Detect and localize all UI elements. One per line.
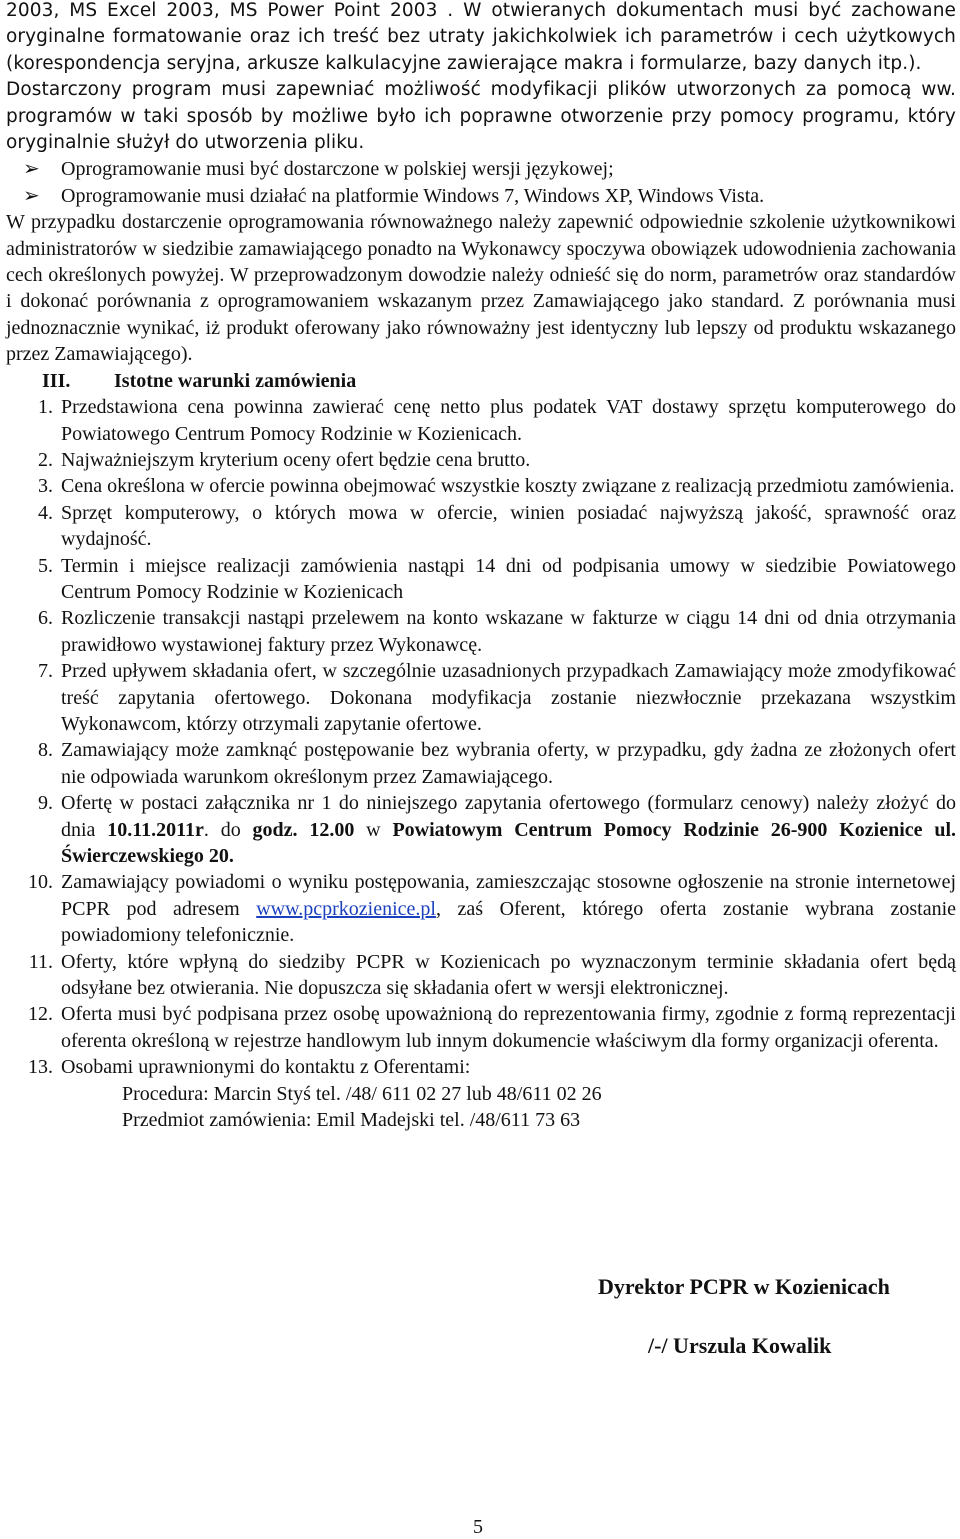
item-number: 5.	[38, 554, 53, 577]
requirements-list	[6, 156, 956, 209]
item-number: 1.	[38, 396, 53, 419]
list-item	[6, 473, 956, 499]
list-item	[6, 1054, 956, 1080]
submission-address: Powiatowym Centrum Pomocy Rodzinie 26-900 Kozienice ul. Świerczewskiego 20.	[61, 818, 957, 867]
list-item	[6, 447, 956, 473]
item-text: w	[354, 818, 393, 841]
page-number: 5	[473, 1516, 483, 1538]
contact-subject: Przedmiot zamówienia: Emil Madejski tel. /48/611 73 63	[122, 1109, 581, 1132]
item-text: Osobami uprawnionymi do kontaktu z Oferentami:	[61, 1056, 471, 1079]
list-item	[6, 949, 956, 1002]
item-number: 6.	[38, 607, 53, 630]
item-number: 10.	[28, 871, 53, 894]
item-text: Oferty, które wpłyną do siedziby PCPR w Kozienicach po wyznaczonym terminie składania ofert będą odsyłane bez otwierania. Nie dopuszcza się składania ofert w wersji elektronicznej.	[61, 950, 956, 1000]
item-text: Zamawiający może zamknąć postępowanie bez wybrania oferty, w przypadku, gdy żadna ze złożonych ofert nie odpowiada warunkom określonym przez Zamawiającego.	[61, 739, 956, 788]
item-number: 9.	[38, 792, 53, 815]
list-item-text: Oprogramowanie musi działać na platformie Windows 7, Windows XP, Windows Vista.	[61, 184, 765, 207]
list-item	[6, 500, 956, 553]
item-text: Najważniejszym kryterium oceny ofert będzie cena brutto.	[61, 448, 531, 471]
list-item	[6, 869, 956, 948]
list-item	[6, 183, 956, 209]
list-item	[6, 1001, 956, 1054]
conditions-list	[6, 394, 956, 1081]
document-page	[6, 0, 956, 1133]
deadline-time: godz. 12.00	[252, 818, 355, 841]
equivalent-software-paragraph: W przypadku dostarczenie oprogramowania równoważnego należy zapewnić odpowiednie szkolenie użytkownikowi administratorów w siedzibie zamawiającego ponadto na Wykonawcy spoczywa obowiązek udowodnienia zachowania cech określonych powyżej. W przeprowadzonym dowodzie należy odnieść się do norm, parametrów oraz standardów i dokonać porównania z oprogramowaniem wskazanym przez Zamawiającego jako standard. Z porównania musi jednoznacznie wynikać, iż produkt oferowany jako równoważny jest identyczny lub lepszy od produktu wskazanego przez Zamawiającego).	[6, 211, 956, 366]
signature-name: /-/ Urszula Kowalik	[648, 1333, 832, 1358]
list-item	[6, 605, 956, 658]
item-text: Rozliczenie transakcji nastąpi przelewem na konto wskazane w fakturze w ciągu 14 dni od dnia otrzymania prawidłowo wystawionej faktury przez Wykonawcę.	[61, 607, 956, 656]
list-item	[6, 553, 956, 606]
list-item-text: Oprogramowanie musi być dostarczone w polskiej wersji językowej;	[61, 158, 614, 181]
section-title: Istotne warunki zamówienia	[114, 369, 357, 392]
item-number: 12.	[28, 1003, 53, 1026]
arrow-bullet-icon: ➢	[23, 158, 40, 181]
item-number: 4.	[38, 501, 53, 524]
item-text: Przed upływem składania ofert, w szczególnie uzasadnionych przypadkach Zamawiający może zmodyfikować treść zapytania ofertowego. Dokonana modyfikacja zostanie niezwłocznie przekazana wszystkim Wykonawcom, którzy otrzymali zapytanie ofertowe.	[61, 660, 956, 735]
section-heading	[6, 368, 956, 394]
deadline-date: 10.11.2011r	[107, 818, 204, 841]
item-text: , zaś Oferent, którego oferta zostanie wybrana zostanie powiadomiony telefonicznie.	[61, 897, 957, 947]
item-text: . do	[203, 818, 253, 841]
item-text: Zamawiający powiadomi o wyniku postępowania, zamieszczając stosowne ogłoszenie na stronie internetowej PCPR pod adresem	[61, 871, 956, 920]
item-text: Sprzęt komputerowy, o których mowa w ofercie, winien posiadać najwyższą jakość, sprawność oraz wydajność.	[61, 501, 956, 551]
signature-title: Dyrektor PCPR w Kozienicach	[598, 1274, 890, 1299]
list-item	[6, 394, 956, 447]
item-text: Przedstawiona cena powinna zawierać cenę netto plus podatek VAT dostawy sprzętu komputerowego do Powiatowego Centrum Pomocy Rodzinie w Kozienicach.	[61, 396, 956, 445]
item-text: Cena określona w ofercie powinna obejmować wszystkie koszty związane z realizacją przedmiotu zamówienia.	[61, 475, 955, 498]
arrow-bullet-icon: ➢	[23, 184, 40, 207]
item-text: Oferta musi być podpisana przez osobę upoważnioną do reprezentowania firmy, zgodnie z formą reprezentacji oferenta określoną w rejestrze handlowym lub innym dokumencie właściwym dla formy organizacji oferenta.	[61, 1003, 956, 1052]
list-item	[6, 790, 956, 869]
item-number: 7.	[38, 660, 53, 683]
intro-paragraph: 2003, MS Excel 2003, MS Power Point 2003 . W otwieranych dokumentach musi być zachowane oryginalne formatowanie oraz ich treść bez utraty jakichkolwiek ich parametrów i cech użytkowych (korespondencja seryjna, arkusze kalkulacyjne zawierające makra i formularze, bazy danych itp.).	[6, 0, 956, 74]
list-item	[6, 156, 956, 182]
item-text: Ofertę w postaci załącznika nr 1 do niniejszego zapytania ofertowego (formularz cenowy) należy złożyć do dnia	[61, 792, 956, 841]
item-number: 3.	[38, 475, 53, 498]
contact-procedure: Procedura: Marcin Styś tel. /48/ 611 02 27 lub 48/611 02 26	[122, 1082, 602, 1105]
section-number: III.	[42, 369, 71, 392]
item-number: 8.	[38, 739, 53, 762]
item-number: 2.	[38, 448, 53, 471]
list-item	[6, 737, 956, 790]
website-link[interactable]: www.pcprkozienice.pl	[256, 897, 436, 920]
item-number: 13.	[28, 1056, 53, 1079]
list-item	[6, 658, 956, 737]
item-number: 11.	[28, 950, 53, 973]
compatibility-paragraph: Dostarczony program musi zapewniać możliwość modyfikacji plików utworzonych za pomocą ww. programów w taki sposób by możliwe było ich poprawne otworzenie przy pomocy programu, który oryginalnie służył do utworzenia pliku.	[6, 79, 956, 154]
item-text: Termin i miejsce realizacji zamówienia nastąpi 14 dni od podpisania umowy w siedzibie Powiatowego Centrum Pomocy Rodzinie w Kozienicach	[61, 554, 956, 603]
